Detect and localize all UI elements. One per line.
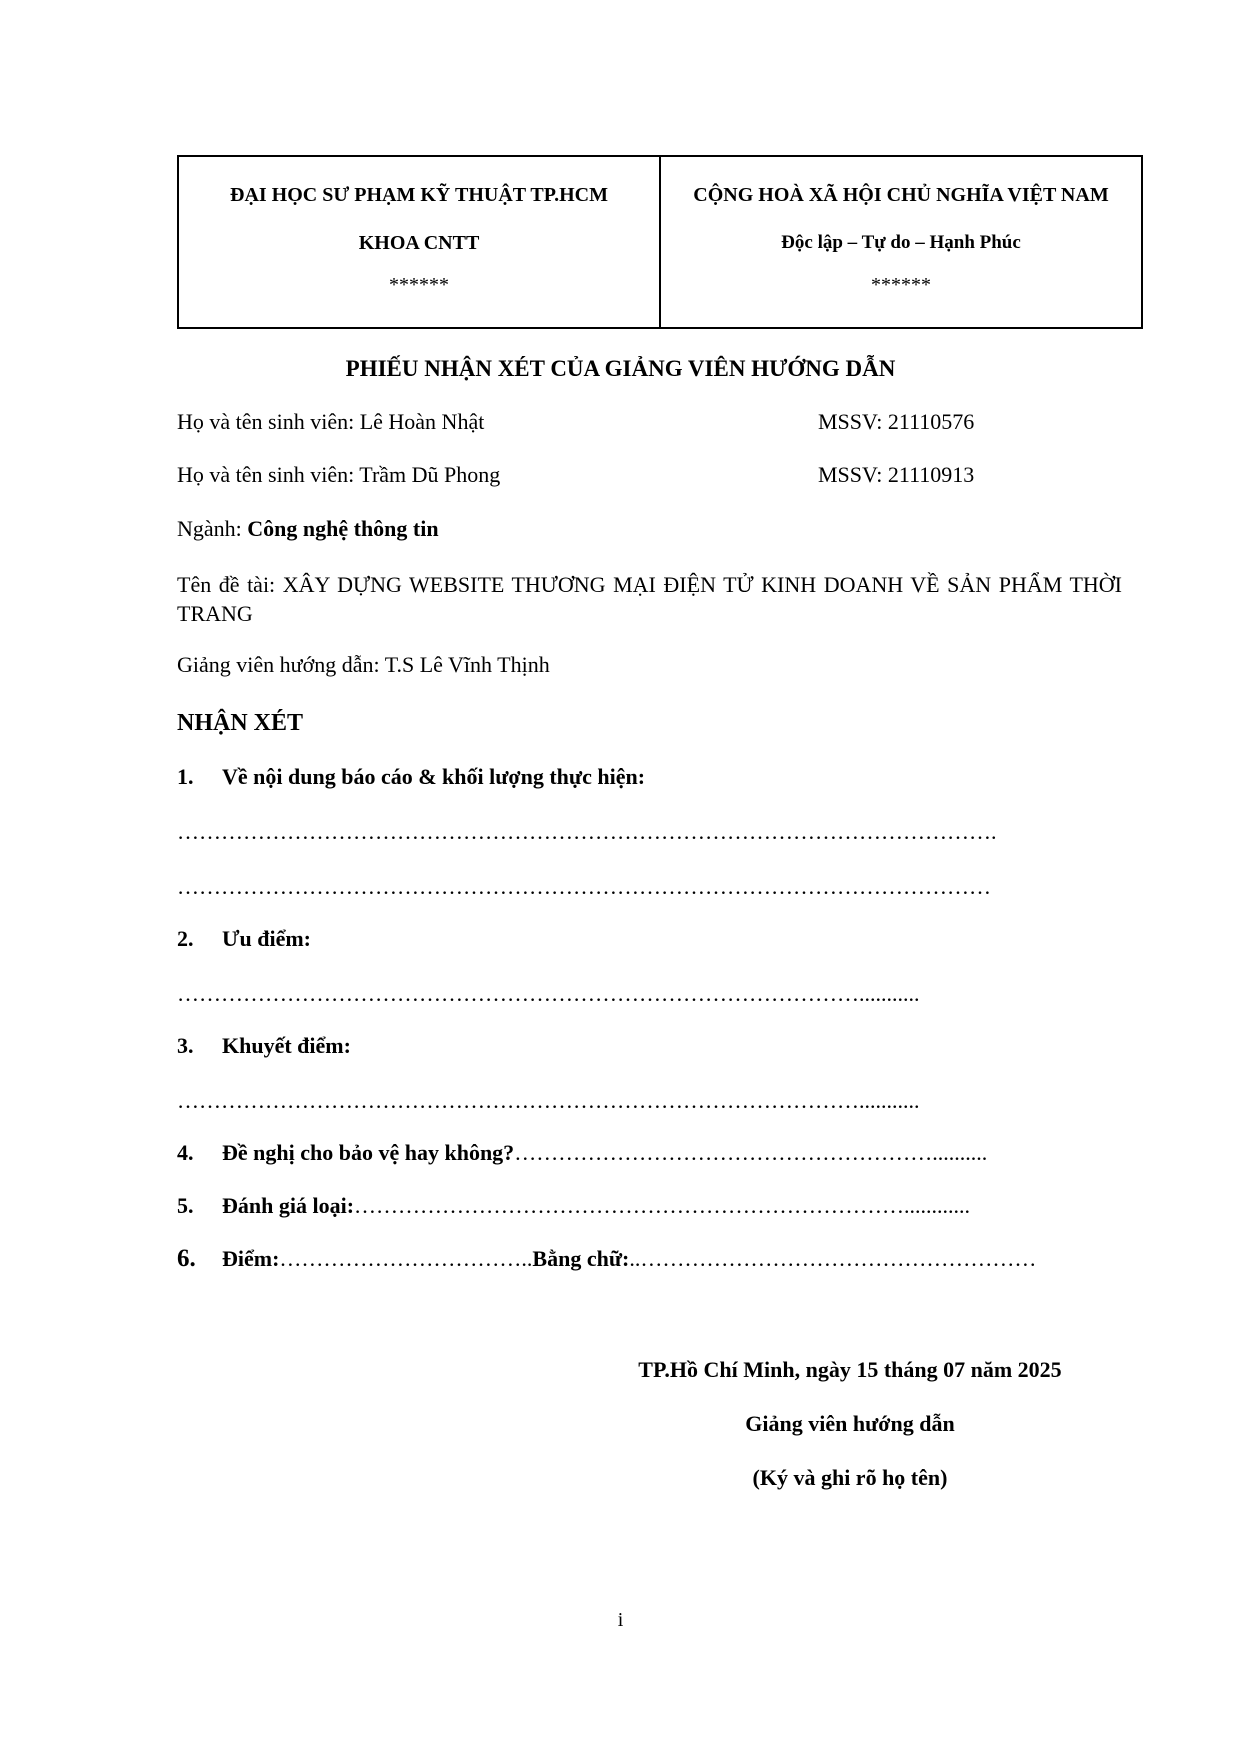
student-1-name: Lê Hoàn Nhật xyxy=(359,409,485,434)
item-2-label: Ưu điểm: xyxy=(222,926,312,951)
student-1-label: Họ và tên sinh viên: xyxy=(177,409,360,434)
item-2 xyxy=(177,925,311,953)
form-title: PHIẾU NHẬN XÉT CỦA GIẢNG VIÊN HƯỚNG DẪN xyxy=(345,356,896,381)
item-4-number: 4. xyxy=(177,1140,194,1165)
topic-label: Tên đề tài: xyxy=(177,572,283,597)
topic-value: XÂY DỰNG WEBSITE THƯƠNG MẠI ĐIỆN TỬ KINH DOANH VỀ SẢN PHẨM THỜI TRANG xyxy=(177,572,1123,626)
item-1-number: 1. xyxy=(177,764,194,789)
item-6-label: Điểm: xyxy=(222,1246,280,1271)
header-right xyxy=(661,157,1141,327)
item-1-label: Về nội dung báo cáo & khối lượng thực hiện: xyxy=(222,764,646,789)
item-2-number: 2. xyxy=(177,926,194,951)
item-3 xyxy=(177,1032,351,1060)
item-5-answer-dots[interactable]: …………………………………………………………………............ xyxy=(354,1193,971,1218)
student-2-name: Trầm Dũ Phong xyxy=(359,462,501,487)
motto: Độc lập – Tự do – Hạnh Phúc xyxy=(781,232,1021,253)
item-5-number: 5. xyxy=(177,1193,194,1218)
advisor-value: T.S Lê Vĩnh Thịnh xyxy=(384,652,550,677)
item-5 xyxy=(177,1192,970,1220)
topic-line xyxy=(177,570,1122,628)
major-line xyxy=(177,515,439,543)
advisor-line xyxy=(177,651,550,679)
item-3-label: Khuyết điểm: xyxy=(222,1033,351,1058)
item-4-answer-dots[interactable]: ………………………………………………….......... xyxy=(514,1140,988,1165)
left-stars: ****** xyxy=(389,274,449,296)
advisor-label: Giảng viên hướng dẫn: xyxy=(177,652,385,677)
student-1-mssv: MSSV: 21110576 xyxy=(818,409,975,434)
item-4-label: Đề nghị cho bảo vệ hay không? xyxy=(222,1140,515,1165)
item-2-answer-line[interactable]: …………………………………………………………………………………........... xyxy=(177,981,920,1006)
signature-place-date: TP.Hồ Chí Minh, ngày 15 tháng 07 năm 2025 xyxy=(638,1357,1062,1382)
student-2-label: Họ và tên sinh viên: xyxy=(177,462,360,487)
student-2-line xyxy=(177,461,500,489)
page-number: i xyxy=(617,1609,624,1631)
right-stars: ****** xyxy=(871,274,931,296)
faculty-name: KHOA CNTT xyxy=(358,232,480,254)
item-5-label: Đánh giá loại: xyxy=(222,1193,355,1218)
university-name: ĐẠI HỌC SƯ PHẠM KỸ THUẬT TP.HCM xyxy=(230,184,608,206)
item-1-answer-line-2[interactable]: ………………………………………………………………………………………………… xyxy=(177,874,991,899)
item-6 xyxy=(177,1245,1036,1273)
section-title: NHẬN XÉT xyxy=(177,710,304,736)
item-3-number: 3. xyxy=(177,1033,194,1058)
item-3-answer-line[interactable]: …………………………………………………………………………………........... xyxy=(177,1088,920,1113)
header-table xyxy=(177,155,1143,329)
major-label: Ngành: xyxy=(177,516,248,541)
item-6-words-dots[interactable]: ..……………………………………………… xyxy=(629,1246,1037,1271)
header-left xyxy=(179,157,661,327)
item-1-answer-line-1[interactable]: …………………………………………………………………………………………………. xyxy=(177,819,997,844)
item-6-label-2: Bằng chữ: xyxy=(532,1246,630,1271)
item-4 xyxy=(177,1139,987,1167)
signature-note: (Ký và ghi rõ họ tên) xyxy=(752,1465,948,1490)
student-1-line xyxy=(177,408,484,436)
major-value: Công nghệ thông tin xyxy=(247,516,439,541)
country-name: CỘNG HOÀ XÃ HỘI CHỦ NGHĨA VIỆT NAM xyxy=(693,184,1109,206)
student-2-mssv: MSSV: 21110913 xyxy=(818,462,975,487)
item-6-score-dots[interactable]: …………………………….. xyxy=(279,1246,533,1271)
item-1 xyxy=(177,763,645,791)
signature-role: Giảng viên hướng dẫn xyxy=(745,1411,955,1436)
item-6-number: 6. xyxy=(177,1245,196,1272)
